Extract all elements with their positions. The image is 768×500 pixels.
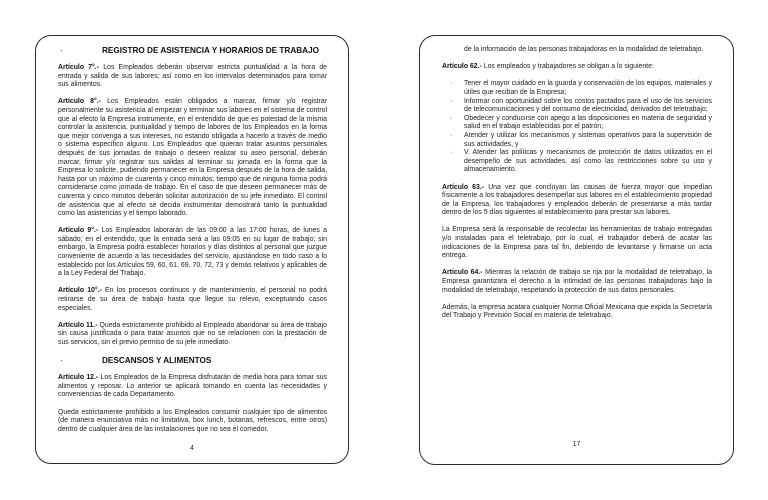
article-label: Artículo 63.- bbox=[442, 183, 485, 191]
list-item-text: Informar con oportunidad sobre los costos pactados para el uso de los servicios de telecomunicaciones y del consumo de electricidad, derivados del teletrabajo; bbox=[464, 97, 712, 114]
article-text: Mientras la relación de trabajo se rija por la modalidad de teletrabajo, la Empresa garantizara el derecho a la intimidad de las personas trabajadoras bajo la modalidad de teletrabajo, respetando la protección de sus datos personales. bbox=[442, 269, 712, 294]
article-label: Artículo 11.- bbox=[58, 321, 98, 329]
bullet-icon: · bbox=[450, 80, 453, 88]
article-label: Artículo 7°.- bbox=[58, 64, 100, 71]
section-title: DESCANSOS Y ALIMENTOS bbox=[102, 356, 212, 366]
article-8 bbox=[58, 98, 327, 218]
list-item-text: Tener el mayor cuidado en la guarda y conservación de los equipos, materiales y útiles que reciban de la Empresa; bbox=[464, 80, 712, 96]
article-text: Los empleados y trabajadores se obligan a lo siguiente: bbox=[481, 63, 654, 71]
page-number: 4 bbox=[190, 445, 194, 452]
article-text: Los Empleados deberán observar estricta puntualidad a la hora de entrada y salida de sus labores; así como en los intervalos determinados para tomar sus alimentos. bbox=[58, 64, 327, 89]
list-item bbox=[442, 115, 712, 132]
list-item bbox=[442, 132, 712, 149]
article-label: Artículo 9°.- bbox=[58, 227, 99, 235]
list-item bbox=[442, 98, 712, 115]
article-9 bbox=[58, 227, 327, 279]
article-12 bbox=[58, 374, 327, 400]
article-text: Una vez que concluyan las causas de fuerza mayor que impedían físicamente a los trabajadores desempeñar sus labores en el establecimiento propiedad de la Empresa, los trabajadores y empleados deberán de presentarse a más tardar dentro de los 5 días siguientes al establecimiento para prestar sus labores. bbox=[442, 183, 712, 217]
article-62 bbox=[442, 63, 712, 72]
bullet-icon: · bbox=[60, 46, 63, 55]
article-label: Artículo 64.- bbox=[442, 269, 483, 277]
article-label: Artículo 12.- bbox=[58, 374, 99, 382]
article-64 bbox=[442, 269, 712, 295]
page-number: 17 bbox=[572, 441, 581, 448]
article-label: Artículo 8°.- bbox=[58, 98, 101, 106]
article-7 bbox=[58, 64, 327, 90]
bullet-icon: · bbox=[450, 149, 453, 157]
article-63 bbox=[442, 184, 712, 218]
bullet-icon: · bbox=[450, 114, 453, 122]
paragraph-tools-collection: La Empresa será la responsable de recolectar las herramientas de trabajo entregadas y/o instaladas para el teletrabajo, por lo cual, el trabajador deberá de acatar las indicaciones de la Empresa para tal fin, debiendo de levantarse y firmarse un acta entrega. bbox=[442, 226, 712, 260]
article-text: Los Empleados de la Empresa disfrutarán de media hora para tomar sus alimentos y reposar. Lo anterior se aplicará tomando en cuenta las necesidades y conveniencias de cada Departamento. bbox=[58, 374, 327, 399]
section-title: REGISTRO DE ASISTENCIA Y HORARIOS DE TRABAJO bbox=[102, 46, 319, 55]
article-11 bbox=[58, 322, 327, 348]
bullet-icon: · bbox=[450, 97, 453, 105]
page-content bbox=[58, 46, 327, 443]
paragraph-food-prohibition: Queda estrictamente prohibido a los Empleados consumir cualquier tipo de alimentos (de manera enunciativa más no limitativa, box lunch, botanas, refrescos, entre otros) dentro de cualquier área de las instalaciones que no sea el comedor. bbox=[58, 408, 327, 433]
article-label: Artículo 10°.- bbox=[58, 287, 102, 295]
list-item-text: Atender y utilizar los mecanismos y sistemas operativos para la supervisión de sus actividades, y bbox=[464, 131, 712, 148]
list-item-text: Obedecer y conducirse con apego a las disposiciones en materia de seguridad y salud en el trabajo establecidas por el patrón; bbox=[464, 114, 712, 131]
list-item bbox=[442, 149, 712, 175]
document-page-4 bbox=[35, 35, 349, 464]
bullet-icon: · bbox=[450, 131, 453, 139]
article-text: Queda estrictamente prohibido al Empleado abandonar su área de trabajo sin causa justificada o para tratar asuntos que no se relacionen con la prestación de sus servicios, sin el previo permiso de su jefe inmediato. bbox=[58, 321, 327, 346]
list-item-text: V. Atender las políticas y mecanismos de protección de datos utilizados en el desempeño de sus actividades, así como las restricciones sobre su uso y almacenamiento. bbox=[464, 149, 712, 174]
article-text: En los procesos continuos y de mantenimiento, el personal no podrá retirarse de su área de trabajo hasta que llegue su relevo, exceptuando casos especiales. bbox=[58, 287, 327, 312]
list-item bbox=[442, 80, 712, 97]
article-10 bbox=[58, 287, 327, 313]
bullet-icon: · bbox=[60, 356, 63, 366]
article-62-obligations-list bbox=[442, 80, 712, 175]
paragraph-norma-oficial: Además, la empresa acatara cualquier Norma Oficial Mexicana que expida la Secretaría del Trabajo y Previsión Social en materia de teletrabajo. bbox=[442, 303, 712, 320]
document-page-17 bbox=[419, 35, 734, 465]
article-text: Los Empleados están obligados a marcar, firmar y/o registrar personalmente su asistencia al empezar y terminar sus labores en el sistema de control que al efecto la Empresa instrumente, en el entendido de que es potestad de la misma controlar la asistencia, puntualidad y tiempo de labores de los Empleados en la forma que mejor convenga a sus intereses, no estando obligada a hacerlo a través de medio o sistema específico alguno. Los Empleados que quieran tratar asuntos personales después de sus jornadas de trabajo o deseen realizar su aseo personal, deberán marcar, firmar y/o registrar sus salidas al terminar su jornada en la forma que la Empresa lo solicite, pudiendo permanecer en la Empresa después de la hora de salida, hasta por un máximo de cuarenta y cinco minutos; tiempo que de ninguna forma podrá considerarse como jornada de trabajo. En el caso de que deseen permanecer más de cuarenta y cinco minutos deberán solicitar autorización de su jefe inmediato. El control de asistencia que al efecto se decida instrumentar demostrará tanto la puntualidad como las asistencias y el tiempo laborado. bbox=[58, 98, 327, 218]
article-label: Artículo 62.- bbox=[442, 63, 482, 71]
section-heading-descansos bbox=[58, 356, 327, 366]
continued-text: de la información de las personas trabajadoras en la modalidad de teletrabajo. bbox=[464, 46, 704, 53]
page-content bbox=[442, 46, 712, 330]
article-text: Los Empleados laborarán de las 09:00 a las 17:00 horas, de lunes a sábado; en el entendido, que la entrada será a las 09:05 en su lugar de trabajo; sin embargo, la Empresa podrá establecer horarios y días distintos al personal que juzgue conveniente de acuerdo a las necesidades del servicio, ajustándose en todo caso a lo establecido por los Artículos 59, 60, 61, 69, 70, 72, 73 y demás relativos y aplicables de a la Ley Federal del Trabajo. bbox=[58, 227, 327, 278]
section-heading-registro bbox=[58, 46, 327, 56]
